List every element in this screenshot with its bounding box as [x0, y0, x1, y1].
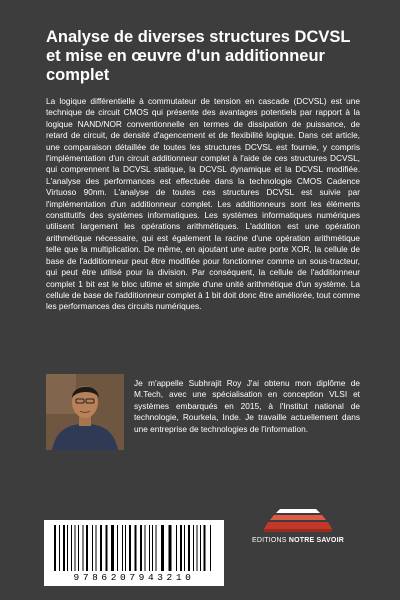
book-title: Analyse de diverses structures DCVSL et mise en œuvre d'un additionneur complet: [46, 28, 351, 84]
isbn-number: 9786207943210: [73, 572, 195, 583]
book-stack-icon: [246, 503, 350, 535]
isbn-barcode: [44, 520, 224, 586]
publisher-logo: [246, 503, 350, 549]
author-photo: [46, 374, 124, 450]
book-abstract: La logique différentielle à commutateur de tension en cascade (DCVSL) est une technique de circuit CMOS qui présente des avantages potentiels par rapport à la logique NAND/NOR conventionnelle en termes de dissipation de puissance, de retard de circuit, de densité d'agencement et de flexibilité logique. Dans cet article, une comparaison détaillée de toutes les structures DCVSL est fournie, y compris l'implémentation d'un circuit additionneur complet à l'aide de ces structures DCVSL, qui comprennent la DCVSL statique, la DCVSL dynamique et la DCVSL modifiée. L'analyse des performances est effectuée dans la technologie CMOS Cadence Virtuoso 90nm. L'analyse de toutes ces structures DCVSL est suivie par l'implémentation d'un additionneur complet. Les additionneurs sont les éléments constitutifs des systèmes informatiques. Les systèmes informatiques numériques utilisent largement les opérations arithmétiques. L'addition est une opération arithmétique nécessaire, qui est également la racine d'une opération arithmétique telle que la multiplication. De même, en ajoutant une autre porte XOR, la cellule de base de l'additionneur peut être modifiée pour fonctionner comme un sous-tracteur, qui peut être utilisé pour la division. Par conséquent, la cellule de l'additionneur complet 1 bit est le bloc ultime et simple d'une unité arithmétique d'un système. La cellule de base de l'additionneur complet à 1 bit doit donc être améliorée, tout comme les performances des circuits numériques.: [46, 96, 360, 312]
author-bio: Je m'appelle Subhrajit Roy J'ai obtenu mon diplôme de M.Tech, avec une spécialisation en conception VLSI et systèmes embarqués en 2015, à l'Institut national de technologie, Rourkela, Inde. Je travaille actuellement dans une entreprise de technologies de l'information.: [134, 378, 360, 434]
barcode-bars: [52, 525, 216, 571]
publisher-name: EDITIONS NOTRE SAVOIR: [252, 537, 344, 544]
